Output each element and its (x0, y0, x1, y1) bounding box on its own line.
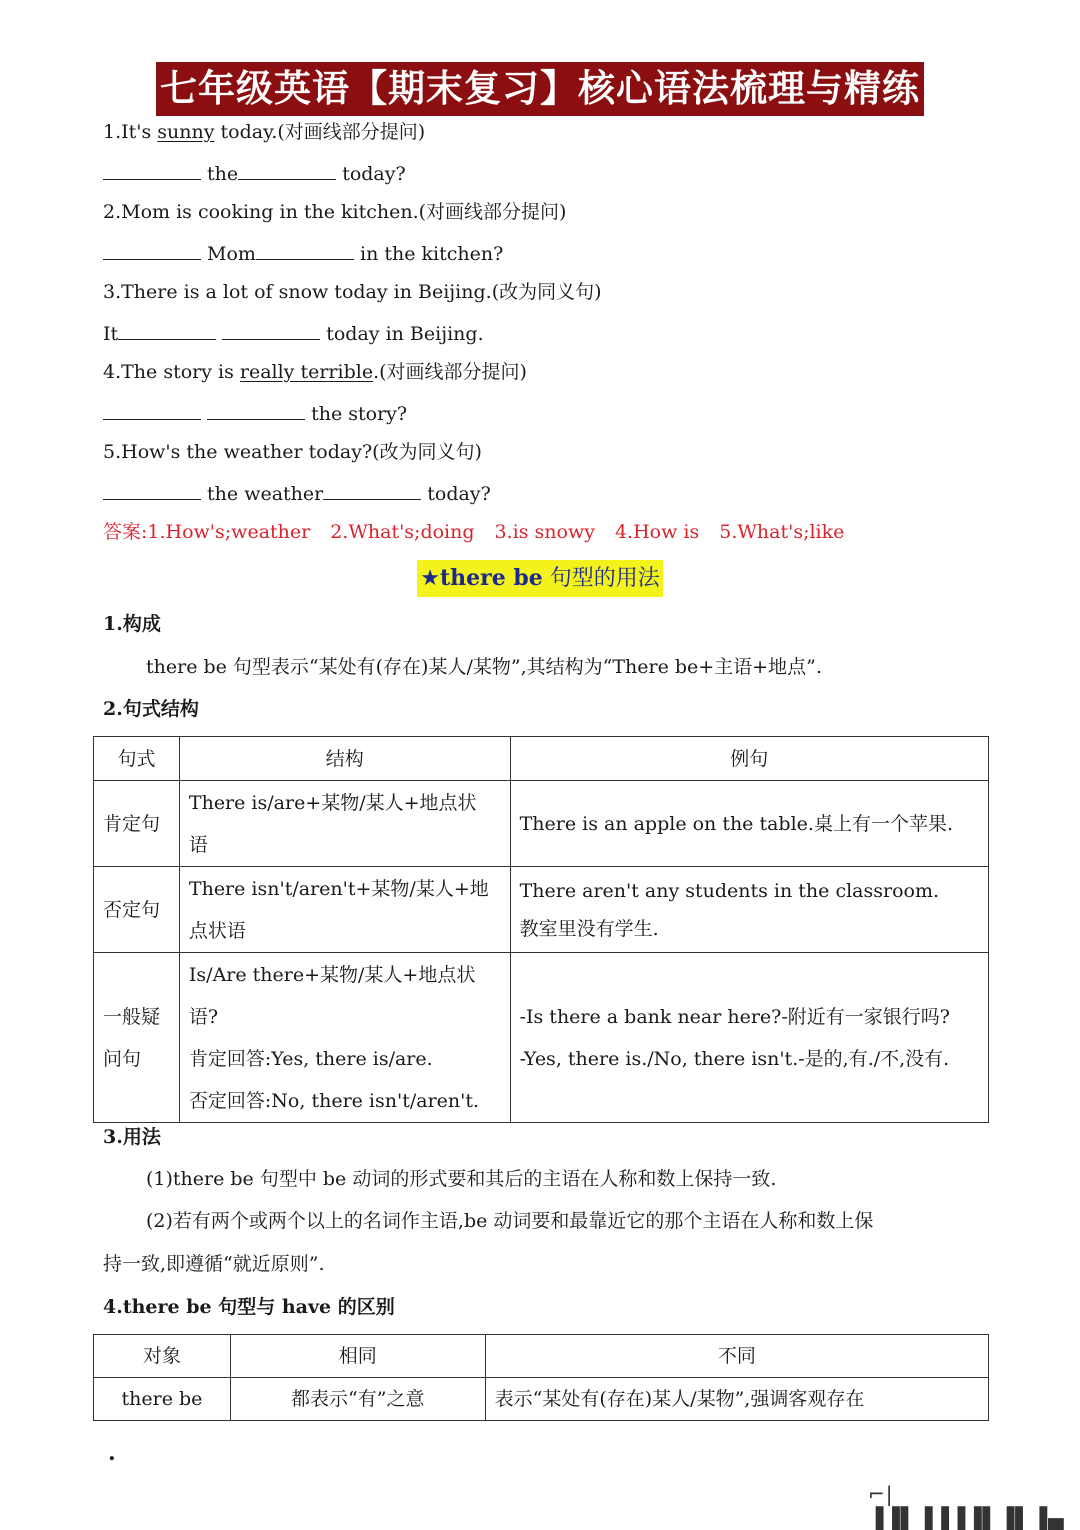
header-cell: 不同 (485, 1335, 988, 1378)
table-row (94, 781, 989, 867)
answer-item: 3.is snowy (494, 521, 595, 543)
question-2: 2.Mom is cooking in the kitchen.(对画线部分提问) (103, 201, 567, 223)
example-cell: -Is there a bank near here?-附近有一家银行吗? -Yes, there is./No, there isn't.-是的,有./不,没有. (510, 953, 988, 1123)
header-cell: 相同 (230, 1335, 485, 1378)
underlined-phrase: really terrible (239, 361, 374, 383)
section-heading: ★there be 句型的用法 (0, 560, 1080, 597)
answer-line-4: the story? (103, 401, 407, 426)
object-cell: there be (94, 1378, 231, 1421)
table-row (94, 1378, 989, 1421)
part-3-heading: 3.用法 (103, 1126, 161, 1148)
answer-item: 2.What's;doing (330, 521, 475, 543)
answer-item: 5.What's;like (719, 521, 845, 543)
answer-item: 4.How is (614, 521, 700, 543)
answer-line-1: the today? (103, 161, 406, 186)
blank (118, 321, 216, 340)
blank (323, 481, 421, 500)
answer-label: 答案: (103, 521, 148, 543)
header-cell: 句式 (94, 737, 180, 781)
answer-item: 1.How's;weather (147, 521, 311, 543)
part-1-heading: 1.构成 (103, 613, 161, 635)
question-4: 4.The story is really terrible.(对画线部分提问) (103, 361, 527, 383)
question-5: 5.How's the weather today?(改为同义句) (103, 441, 482, 463)
title-banner (0, 62, 1080, 116)
header-cell: 对象 (94, 1335, 231, 1378)
part-3-paragraph-2b: 持一致,即遵循“就近原则”. (103, 1253, 325, 1275)
answer-line-2: Mom in the kitchen? (103, 241, 503, 266)
example-cell: There aren't any students in the classroom. 教室里没有学生. (510, 867, 988, 953)
blank (103, 161, 201, 180)
part-3-paragraph-2a: (2)若有两个或两个以上的名词作主语,be 动词要和最靠近它的那个主语在人称和数上保 (146, 1210, 874, 1232)
blank (256, 241, 354, 260)
type-cell: 否定句 (94, 867, 180, 953)
table-header-row (94, 737, 989, 781)
underlined-word: sunny (157, 121, 215, 143)
type-cell: 肯定句 (94, 781, 180, 867)
blank (103, 241, 201, 260)
comparison-table (93, 1334, 989, 1421)
question-3: 3.There is a lot of snow today in Beijing.(改为同义句) (103, 281, 602, 303)
part-4-heading: 4.there be 句型与 have 的区别 (103, 1296, 395, 1318)
blank (222, 321, 320, 340)
table-header-row (94, 1335, 989, 1378)
structure-cell: Is/Are there+某物/某人+地点状 语? 肯定回答:Yes, there is/are. 否定回答:No, there isn't/aren't. (179, 953, 510, 1123)
answer-line-5: the weather today? (103, 481, 491, 506)
example-cell: There is an apple on the table.桌上有一个苹果. (510, 781, 988, 867)
watermark-barcode: ⌐|▐▐▌▐▐▐▐▌▐▌▐▄ (868, 1482, 1065, 1530)
same-cell: 都表示“有”之意 (230, 1378, 485, 1421)
part-1-text: there be 句型表示“某处有(存在)某人/某物”,其结构为“There be+主语+地点”. (146, 656, 822, 678)
header-cell: 例句 (510, 737, 988, 781)
difference-cell: 表示“某处有(存在)某人/某物”,强调客观存在 (485, 1378, 988, 1421)
blank (207, 401, 305, 420)
answer-key (103, 520, 864, 544)
blank (238, 161, 336, 180)
structure-cell: There is/are+某物/某人+地点状 语 (179, 781, 510, 867)
stray-dot: . (108, 1440, 116, 1466)
structure-cell: There isn't/aren't+某物/某人+地 点状语 (179, 867, 510, 953)
header-cell: 结构 (179, 737, 510, 781)
page-title: 七年级英语【期末复习】核心语法梳理与精练 (156, 62, 924, 116)
blank (103, 481, 201, 500)
sentence-structure-table (93, 736, 989, 1123)
part-3-paragraph-1: (1)there be 句型中 be 动词的形式要和其后的主语在人称和数上保持一致. (146, 1168, 777, 1190)
type-cell: 一般疑 问句 (94, 953, 180, 1123)
table-row (94, 953, 989, 1123)
question-1: 1.It's sunny today.(对画线部分提问) (103, 121, 426, 143)
blank (103, 401, 201, 420)
part-2-heading: 2.句式结构 (103, 698, 199, 720)
table-row (94, 867, 989, 953)
answer-line-3: It today in Beijing. (103, 323, 484, 345)
star-icon: ★ (420, 566, 440, 591)
